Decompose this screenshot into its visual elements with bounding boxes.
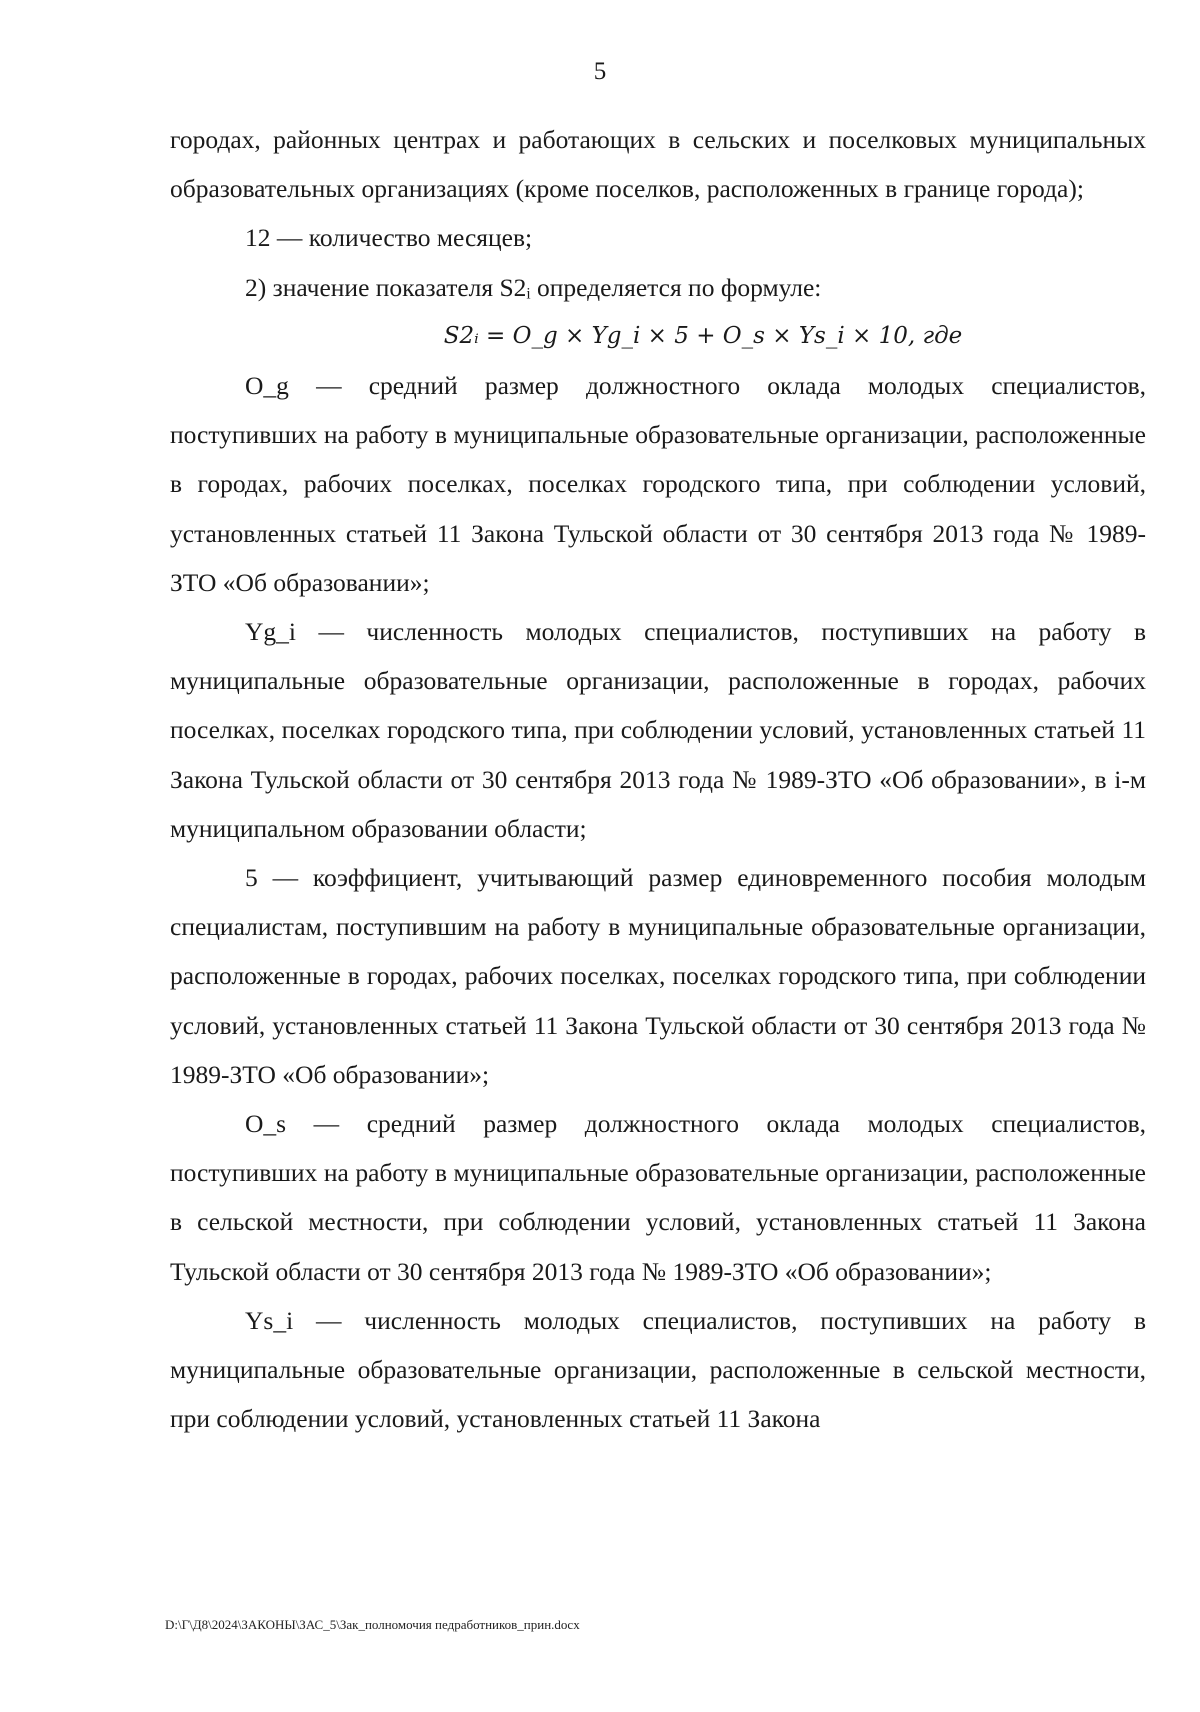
paragraph-os-definition: O_s — средний размер должностного оклада молодых специалистов, поступивших на работу в муниципальные образовательные организации, расположенные в сельской местности, при соблюдении условий, установленных статьей 11 Закона Тульской области от 30 сентября 2013 года № 1989-ЗТО «Об образовании»; (170, 1109, 1146, 1286)
formula-s2: S2ᵢ = O_g × Yg_i × 5 + O_s × Ys_i × 10, где (443, 322, 963, 349)
paragraph-ysi-definition: Ys_i — численность молодых специалистов, поступивших на работу в муниципальные образовательные организации, расположенные в сельской местности, при соблюдении условий, установленных статьей 11 Закона (170, 1305, 1146, 1434)
page-number: 5 (593, 58, 607, 85)
paragraph-ygi-definition: Yg_i — численность молодых специалистов, поступивших на работу в муниципальные образовательные организации, расположенные в городах, рабочих поселках, поселках городского типа, при соблюдении условий, установленных статьей 11 Закона Тульской области от 30 сентября 2013 года № 1989-ЗТО «Об образовании», в i-м муниципальном образовании области; (170, 617, 1146, 843)
paragraph-coefficient-5: 5 — коэффициент, учитывающий размер единовременного пособия молодым специалистам, поступившим на работу в муниципальные образовательные организации, расположенные в городах, рабочих поселках, поселках городского типа, при соблюдении условий, установленных статьей 11 Закона Тульской области от 30 сентября 2013 года № 1989-ЗТО «Об образовании»; (170, 863, 1146, 1089)
paragraph-og-definition: O_g — средний размер должностного оклада молодых специалистов, поступивших на работу в муниципальные образовательные организации, расположенные в городах, рабочих поселках, поселках городского типа, при соблюдении условий, установленных статьей 11 Закона Тульской области от 30 сентября 2013 года № 1989-ЗТО «Об образовании»; (170, 371, 1146, 597)
footer-file-path: D:\Г\Д8\2024\ЗАКОНЫ\ЗАС_5\Зак_полномочия педработников_прин.docx (165, 1617, 580, 1632)
paragraph-indicator-s2: 2) значение показателя S2ᵢ определяется по формуле: (245, 272, 822, 302)
paragraph-continuation: городах, районных центрах и работающих в сельских и поселковых муниципальных образовательных организациях (кроме поселков, расположенных в границе города); (170, 125, 1146, 204)
document-body (170, 115, 1146, 1443)
paragraph-months: 12 — количество месяцев; (245, 223, 533, 253)
